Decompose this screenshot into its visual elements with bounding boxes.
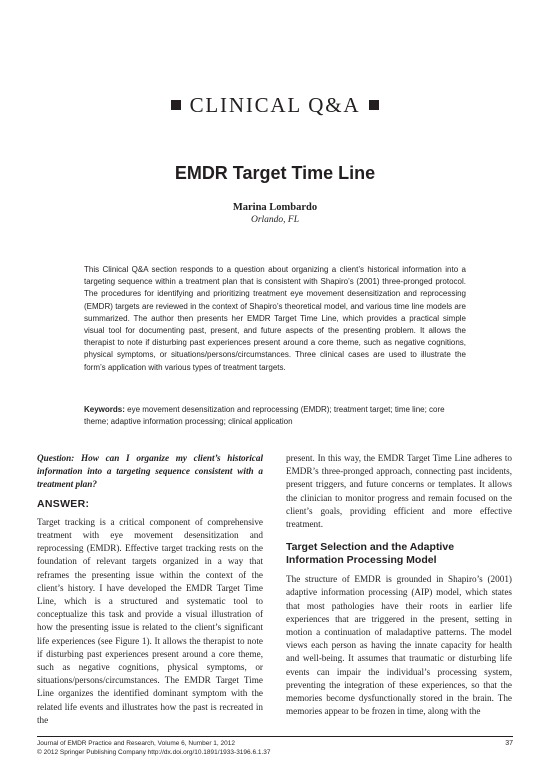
section-header: [0, 93, 550, 118]
answer-paragraph: Target tracking is a critical component of comprehensive treatment with eye movement desensitization and reprocessing (EMDR). Effective target tracking rests on the foundation of relevant targets organized in a way that reframes the presenting issue within the context of the client’s history. I have developed the EMDR Target Time Line, which is a structured and systematic tool to conceptualize this task and provide a visual illustration of how the presenting issue is related to the client’s significant life experiences (see Figure 1). It allows the therapist to note if disturbing past experiences present around a core theme, such as negative cognitions, physical symptoms, or situations/persons/circumstances. The EMDR Target Time Line organizes the identified dominant symptom with the related life events and illustrates how the past is recreated in the: [37, 516, 263, 725]
author-name: Marina Lombardo: [232, 202, 318, 213]
footer-divider: [37, 736, 513, 737]
square-bullet-icon: [171, 100, 181, 110]
answer-heading: ANSWER:: [37, 497, 90, 510]
footer-copyright: © 2012 Springer Publishing Company http://dx.doi.org/10.1891/1933-3196.6.1.37: [37, 749, 271, 756]
footer-journal: Journal of EMDR Practice and Research, Volume 6, Number 1, 2012: [37, 740, 235, 747]
square-bullet-icon: [369, 100, 379, 110]
keywords-text: eye movement desensitization and reprocessing (EMDR); treatment target; time line; core theme; adaptive information processing; clinical application: [84, 405, 445, 427]
right-column: [286, 452, 512, 718]
section-subheading: Target Selection and the Adaptive Information Processing Model: [286, 541, 455, 567]
left-column: [37, 452, 263, 727]
abstract: This Clinical Q&A section responds to a question about organizing a client’s historical information into a targeting sequence within a treatment plan that is consistent with Shapiro’s (2001) three-pronged protocol. The procedures for identifying and prioritizing treatment eye movement desensitization and reprocessing (EMDR) targets are reviewed in the context of Shapiro’s theoretical model, and various time line models are summarized. The author then presents her EMDR Target Time Line, which provides a practical simple visual tool for documenting past, present, and future aspects of the presenting problem. It allows the therapist to note if disturbing past experiences present around a core theme, such as negative cognitions, physical symptoms, or situations/persons/circumstances. Three clinical cases are used to illustrate the form’s application with various types of treatment targets.: [84, 265, 466, 372]
page-number: 37: [505, 740, 513, 747]
question-text: Question: How can I organize my client’s historical information into a targeting sequence consistent with a treatment plan?: [37, 453, 263, 490]
article-title: EMDR Target Time Line: [174, 163, 376, 183]
author-location: Orlando, FL: [250, 215, 300, 225]
keywords: [84, 404, 466, 428]
section-header-label: CLINICAL Q&A: [189, 93, 361, 117]
continued-paragraph: present. In this way, the EMDR Target Time Line adheres to EMDR’s three-pronged approach, connecting past incidents, present triggers, and future concerns or templates. It allows the clinician to monitor progress and remain focused on the client’s goals, providing efficient and more effective treatment.: [286, 453, 512, 530]
body-paragraph: The structure of EMDR is grounded in Shapiro’s (2001) adaptive information processing (AIP) model, which states that most pathologies have their roots in earlier life experiences that are triggered in the present, setting in motion a continuation of maladaptive patterns. The model views each person as having the innate capacity for health and well-being. It assumes that traumatic or disturbing life events can impair the individual’s processing system, preventing the integration of these experiences, so that the memories become dysfunctionally stored in the brain. The memories appear to be frozen in time, along with the: [286, 574, 512, 717]
keywords-label: Keywords:: [84, 405, 125, 414]
